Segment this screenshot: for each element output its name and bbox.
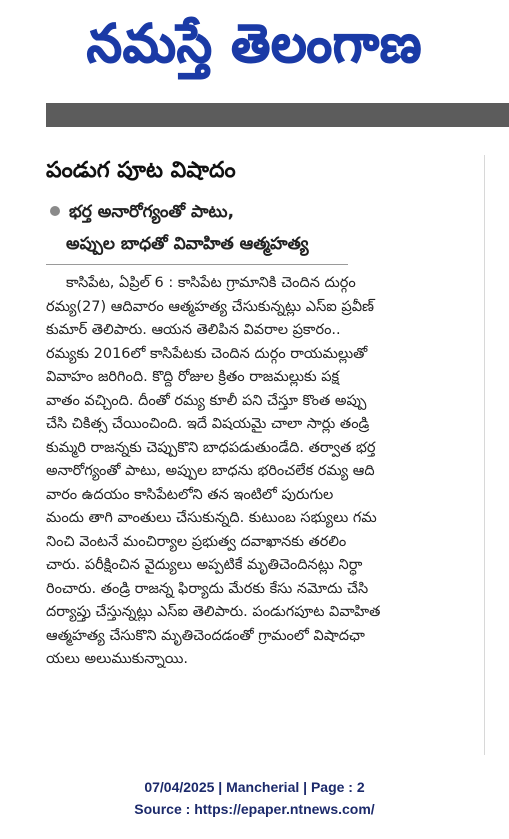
article-line: మందు తాగి వాంతులు చేసుకున్నది. కుటుంబ సభ్యులు గమ [46,510,377,526]
article-line: రించారు. తండ్రి రాజన్న ఫిర్యాదు మేరకు కేసు నమోదు చేసి [46,580,369,597]
page-footer [0,776,509,820]
article-line: చేసి చికిత్స చేయించింది. ఇదే విషయమై చాలా సార్లు తండ్రి [46,416,370,432]
article-line: కుమార్ తెలిపారు. ఆయన తెలిపిన వివరాల ప్రకారం.. [46,322,341,338]
subhead-underline [46,264,348,265]
article-subhead-1 [50,202,480,226]
subhead-text-1: భర్త అనారోగ్యంతో పాటు, [69,202,235,222]
article-line: వివాహం జరిగింది. కొద్ది రోజుల క్రితం రాజమల్లుకు పక్ష [46,369,340,385]
article-subhead-2: అప్పుల బాధతో వివాహిత ఆత్మహత్య [66,234,309,254]
footer-source-link[interactable]: Source : https://epaper.ntnews.com/ [134,801,375,817]
newspaper-logo-title: నమస్తే తెలంగాణ [86,12,423,74]
masthead [0,0,509,100]
article-line: వారం ఉదయం కాసిపేటలోని తన ఇంటిలో పురుగుల [46,486,334,503]
article-line: చారు. పరీక్షించిన వైద్యులు అప్పటికే మృతిచెందినట్లు నిర్ధా [46,557,363,573]
bullet-icon [50,206,60,216]
article-line: రమ్య(27) ఆదివారం ఆత్మహత్య చేసుకున్నట్లు ఎస్ఐ ప్రవీణ్ [46,298,375,315]
article-line: యలు అలుముకున్నాయి. [46,651,189,667]
masthead-divider-bar [46,103,509,127]
article-headline: పండుగ పూట విషాదం [46,158,236,183]
article-line: కుమ్మరి రాజన్నకు చెప్పుకొని బాధపడుతుండేది. తర్వాత భర్త [46,439,376,456]
footer-date-location: 07/04/2025 | Mancherial | Page : 2 [144,779,365,795]
column-divider [484,155,485,755]
article-line: దర్యాప్తు చేస్తున్నట్లు ఎస్ఐ తెలిపారు. పండుగపూట వివాహిత [46,604,381,620]
article-line: అనారోగ్యంతో పాటు, అప్పుల బాధను భరించలేక రమ్య ఆది [46,463,375,479]
article-body [46,272,476,672]
article-line: ఆత్మహత్య చేసుకొని మృతిచెందడంతో గ్రామంలో విషాదఛా [46,627,365,644]
article-line: కాసిపేట, ఏప్రిల్ 6 : కాసిపేట గ్రామానికి చెందిన దుర్గం [66,275,356,291]
article-line: రమ్యకు 2016లో కాసిపేటకు చెందిన దుర్గం రాయమల్లుతో [46,345,368,362]
article-line: వాతం వచ్చింది. దీంతో రమ్య కూలీ పని చేస్తూ కొంత అప్పు [46,392,367,409]
article-line: నించి వెంటనే మంచిర్యాల ప్రభుత్వ దవాఖానకు తరలిం [46,533,347,550]
